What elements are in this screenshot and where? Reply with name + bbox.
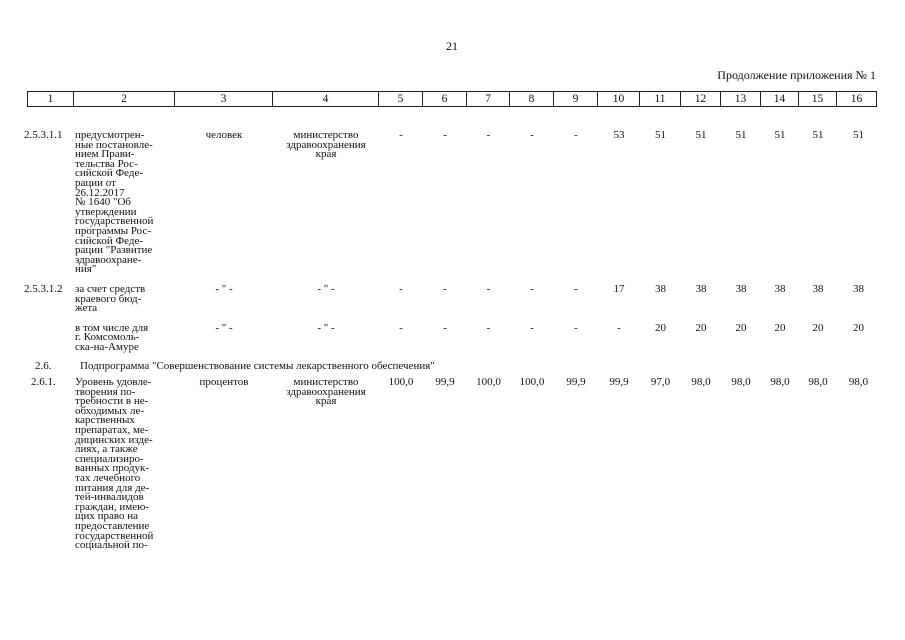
- row-code: [23, 324, 74, 353]
- row-name: Уровень удовле- творения по- требности в не- обходимых ле- карственных препаратах, ме- дицинских изде- лиях, а также специализиро- ванных продук- тах лечебного питания для де- тей-инвалидов граждан, имею- щих право на предоставление государственной социальной по-: [75, 376, 154, 552]
- column-number: 12: [681, 92, 721, 107]
- row-value: 99,9: [566, 376, 586, 389]
- row-value: -: [486, 321, 491, 334]
- row-value: 20: [695, 321, 707, 334]
- row-value: 38: [853, 282, 864, 295]
- row-value: 51: [735, 129, 747, 141]
- column-number: 10: [598, 92, 640, 107]
- column-number: 7: [467, 92, 510, 107]
- row-code: 2.6.1.: [31, 376, 56, 389]
- row-value: 97,0: [650, 376, 671, 389]
- row-value: 98,0: [691, 376, 711, 389]
- continuation-label: Продолжение приложения № 1: [717, 68, 876, 82]
- table-row: [23, 378, 880, 551]
- row-value: 20: [812, 321, 824, 334]
- column-number: 6: [423, 92, 467, 107]
- row-value: 38: [812, 282, 824, 295]
- row-name: за счет средств краевого бюд- жета: [75, 282, 146, 315]
- row-value: 38: [655, 282, 666, 295]
- row-value: 38: [735, 282, 747, 295]
- row-value: -: [443, 282, 447, 295]
- row-value: 20: [655, 321, 666, 334]
- row-value: -: [443, 129, 447, 141]
- row-value: -: [574, 129, 578, 141]
- row-name: в том числе для г. Комсомоль- ска-на-Амуре: [75, 321, 149, 353]
- row-value: 98,0: [848, 376, 869, 389]
- row-value: 20: [774, 321, 786, 334]
- row-value: 98,0: [731, 376, 751, 389]
- table-row: [23, 131, 880, 275]
- row-code: 2.5.3.1.2: [24, 282, 63, 295]
- row-value: -: [530, 129, 534, 141]
- row-executor: министерство здравоохранения края: [286, 376, 366, 408]
- row-code: 2.5.3.1.1: [24, 129, 63, 141]
- column-number: 9: [554, 92, 598, 107]
- row-value: 98,0: [808, 376, 828, 389]
- row-value: -: [399, 282, 403, 295]
- row-value: -: [399, 129, 403, 141]
- column-number: 16: [837, 92, 877, 107]
- row-executor: - " -: [317, 321, 335, 334]
- column-number: 13: [721, 92, 761, 107]
- column-number: 15: [799, 92, 837, 107]
- row-value: 53: [613, 129, 625, 141]
- row-value: -: [574, 282, 578, 295]
- column-number: 8: [510, 92, 554, 107]
- subprogram-row: [23, 362, 880, 372]
- row-value: 38: [774, 282, 786, 295]
- row-unit: процентов: [199, 376, 249, 389]
- row-unit: - " -: [215, 282, 233, 295]
- row-value: 51: [655, 129, 666, 141]
- row-value: 100,0: [476, 376, 501, 389]
- row-value: -: [617, 321, 621, 334]
- row-name: предусмотрен- ные постановле- нием Прави- тельства Рос- сийской Феде- рации от 26.12.2017 № 1640 "Об утверждении государственной программы Рос- сийской Феде- рации "Развитие здравоохране- ния": [75, 129, 154, 276]
- column-number: 1: [28, 92, 74, 107]
- row-value: -: [486, 282, 491, 295]
- row-value: 51: [774, 129, 786, 141]
- indicators-table: [23, 131, 880, 551]
- row-executor: - " -: [317, 282, 335, 295]
- row-value: -: [574, 321, 578, 334]
- column-number: 3: [175, 92, 273, 107]
- row-value: -: [530, 282, 534, 295]
- row-value: 100,0: [519, 376, 545, 389]
- table-row: [23, 285, 880, 314]
- row-value: 20: [735, 321, 747, 334]
- row-value: 51: [812, 129, 824, 141]
- row-unit: человек: [205, 129, 243, 141]
- row-value: 98,0: [770, 376, 790, 389]
- row-value: -: [399, 321, 403, 334]
- row-value: 100,0: [388, 376, 414, 389]
- row-value: -: [530, 321, 534, 334]
- row-unit: - " -: [215, 321, 233, 334]
- column-number: 11: [640, 92, 681, 107]
- row-value: 99,9: [609, 376, 629, 389]
- table-row: [23, 324, 880, 353]
- column-number: 2: [74, 92, 175, 107]
- row-value: 99,9: [435, 376, 455, 389]
- row-value: 51: [853, 129, 864, 141]
- row-value: 17: [613, 282, 625, 295]
- row-value: -: [443, 321, 447, 334]
- page-number: 21: [446, 39, 458, 53]
- column-number: 4: [273, 92, 379, 107]
- column-number: 5: [379, 92, 423, 107]
- row-value: 38: [695, 282, 707, 295]
- subprogram-title: Подпрограмма "Совершенствование системы лекарственного обеспечения": [80, 360, 435, 373]
- row-value: 51: [695, 129, 707, 141]
- column-number-header: [27, 91, 877, 107]
- row-executor: министерство здравоохранения края: [286, 129, 366, 161]
- row-value: -: [486, 129, 491, 141]
- row-value: 20: [853, 321, 864, 334]
- subprogram-code: 2.6.: [35, 360, 52, 373]
- column-number: 14: [761, 92, 799, 107]
